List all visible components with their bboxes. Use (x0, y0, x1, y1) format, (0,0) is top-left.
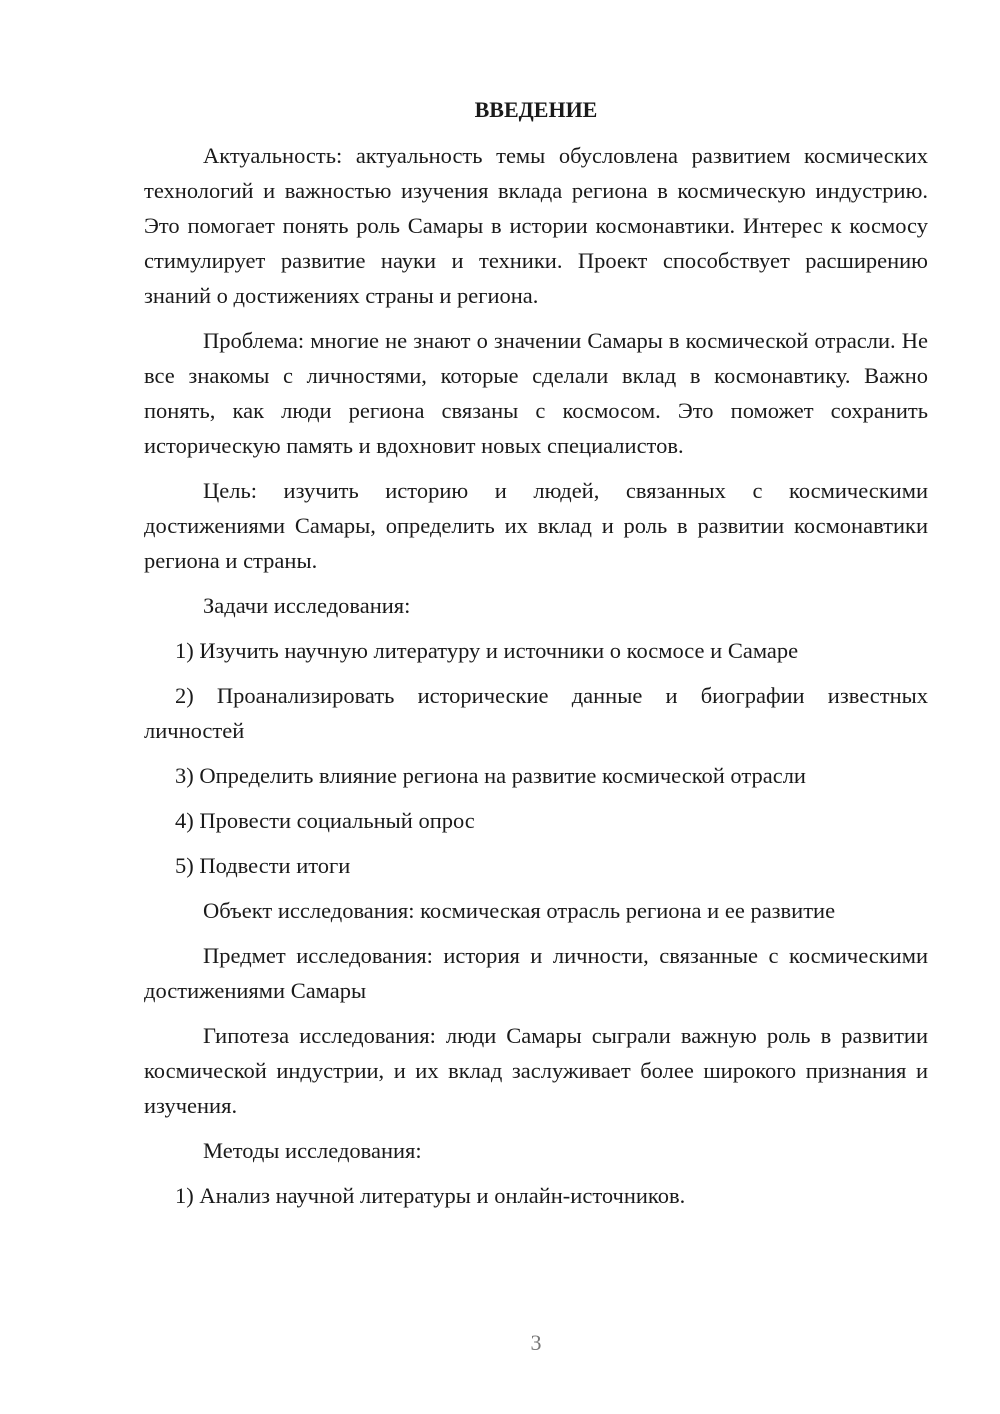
hypothesis-paragraph: Гипотеза исследования: люди Самары сыграли важную роль в развитии космической индустрии, и их вклад заслуживает более широкого признания и изучения. (144, 1023, 928, 1118)
section-title: ВВЕДЕНИЕ (474, 97, 598, 122)
relevance-paragraph: Актуальность: актуальность темы обусловлена развитием космических технологий и важностью изучения вклада региона в космическую индустрию. Это помогает понять роль Самары в истории космонавтики. Интерес к космосу стимулирует развитие науки и техники. Проект способствует расширению знаний о достижениях страны и региона. (144, 143, 928, 308)
task-item-1: 1) Изучить научную литературу и источники о космосе и Самаре (175, 638, 799, 663)
method-item-1: 1) Анализ научной литературы и онлайн-источников. (175, 1183, 686, 1208)
goal-paragraph: Цель: изучить историю и людей, связанных с космическими достижениями Самары, определить их вклад и роль в развитии космонавтики региона и страны. (144, 478, 928, 573)
methods-heading: Методы исследования: (203, 1138, 422, 1163)
page-number: 3 (530, 1330, 542, 1355)
problem-paragraph: Проблема: многие не знают о значении Самары в космической отрасли. Не все знакомы с личностями, которые сделали вклад в космонавтику. Важно понять, как люди региона связаны с космосом. Это поможет сохранить историческую память и вдохновит новых специалистов. (144, 328, 928, 458)
subject-paragraph: Предмет исследования: история и личности, связанные с космическими достижениями Самары (144, 943, 928, 1003)
object-paragraph: Объект исследования: космическая отрасль региона и ее развитие (203, 898, 836, 923)
tasks-heading: Задачи исследования: (203, 593, 411, 618)
task-item-4: 4) Провести социальный опрос (175, 808, 475, 833)
task-item-5: 5) Подвести итоги (175, 853, 351, 878)
document-page (144, 92, 928, 1223)
task-item-2: 2) Проанализировать исторические данные и биографии известных личностей (144, 683, 928, 743)
task-item-3: 3) Определить влияние региона на развитие космической отрасли (175, 763, 806, 788)
